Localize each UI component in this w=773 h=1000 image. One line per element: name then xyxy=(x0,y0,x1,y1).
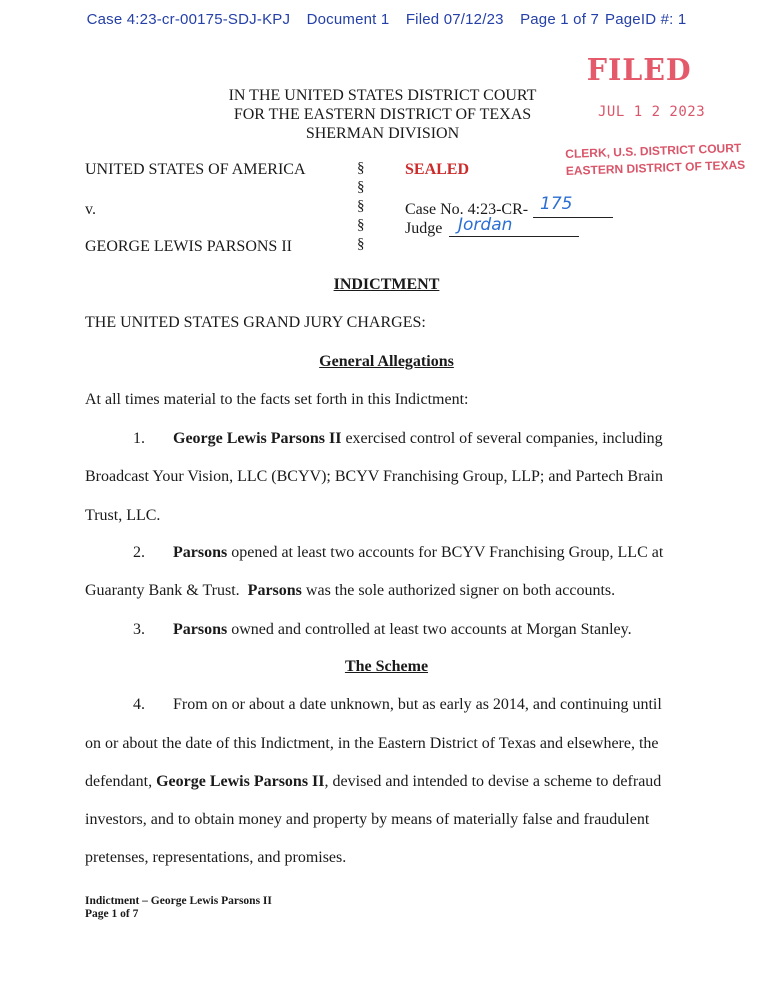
court-line-3: SHERMAN DIVISION xyxy=(305,125,460,142)
paragraph-4-line-3 xyxy=(85,773,685,791)
paragraph-1-line-1 xyxy=(85,430,685,448)
defendant-name: George Lewis Parsons II xyxy=(156,773,325,790)
court-heading xyxy=(200,86,565,143)
paragraph-4-line-5: pretenses, representations, and promises. xyxy=(85,849,347,866)
header-document: Document 1 xyxy=(306,11,390,28)
clerk-stamp-line-1: CLERK, U.S. DISTRICT COURT xyxy=(565,140,742,161)
paragraph-text: owned and controlled at least two accounts at Morgan Stanley. xyxy=(227,621,632,638)
clerk-stamp xyxy=(565,140,745,180)
paragraph-text: Guaranty Bank & Trust. xyxy=(85,582,248,599)
paragraph-text: defendant, xyxy=(85,773,157,790)
judge-underline xyxy=(449,236,579,237)
paragraph-2-line-1 xyxy=(85,544,685,562)
header-page: Page 1 of 7 xyxy=(520,11,599,28)
defendant-name: Parsons xyxy=(173,621,228,638)
court-line-1: IN THE UNITED STATES DISTRICT COURT xyxy=(228,87,537,104)
allegations-intro: At all times material to the facts set forth in this Indictment: xyxy=(85,391,469,408)
paragraph-text: exercised control of several companies, including xyxy=(341,430,663,447)
clerk-stamp-line-2: EASTERN DISTRICT OF TEXAS xyxy=(565,157,746,178)
filed-stamp: FILED xyxy=(586,53,692,88)
section-symbol: § xyxy=(357,236,365,252)
case-number-handwritten: 175 xyxy=(540,194,573,214)
section-symbol: § xyxy=(357,217,365,233)
header-filed-date: Filed 07/12/23 xyxy=(405,11,504,28)
caption-defendant: GEORGE LEWIS PARSONS II xyxy=(85,238,292,255)
paragraph-text: , devised and intended to devise a scheme to defraud xyxy=(324,773,662,790)
heading-general-allegations: General Allegations xyxy=(319,353,454,370)
filed-stamp-date: JUL 1 2 2023 xyxy=(598,104,706,120)
case-number-underline xyxy=(533,217,613,218)
paragraph-4-line-2: on or about the date of this Indictment, in the Eastern District of Texas and elsewhere, the xyxy=(85,735,659,752)
paragraph-number: 4. xyxy=(133,696,145,713)
caption-plaintiff: UNITED STATES OF AMERICA xyxy=(85,161,306,178)
paragraph-text: From on or about a date unknown, but as early as 2014, and continuing until xyxy=(173,696,662,713)
paragraph-number: 2. xyxy=(133,544,145,561)
heading-the-scheme: The Scheme xyxy=(344,658,429,675)
indictment-title: INDICTMENT xyxy=(333,276,440,293)
paragraph-2-line-2 xyxy=(85,582,685,600)
court-line-2: FOR THE EASTERN DISTRICT OF TEXAS xyxy=(233,106,532,123)
header-pageid: PageID #: 1 xyxy=(605,11,687,28)
judge-handwritten: Jordan xyxy=(458,215,513,235)
sealed-label: SEALED xyxy=(405,161,470,178)
paragraph-1-line-2: Broadcast Your Vision, LLC (BCYV); BCYV Franchising Group, LLP; and Partech Brain xyxy=(85,468,663,485)
defendant-name: Parsons xyxy=(173,544,228,561)
defendant-name: Parsons xyxy=(247,582,302,599)
ecf-header xyxy=(0,11,773,28)
section-symbol: § xyxy=(357,160,365,176)
footer-title: Indictment – George Lewis Parsons II xyxy=(85,895,272,907)
case-number-label: Case No. 4:23-CR- xyxy=(405,201,529,218)
paragraph-1-line-3: Trust, LLC. xyxy=(85,507,161,524)
caption-versus: v. xyxy=(85,201,96,218)
grand-jury-charges: THE UNITED STATES GRAND JURY CHARGES: xyxy=(85,314,426,331)
paragraph-text: was the sole authorized signer on both accounts. xyxy=(301,582,616,599)
paragraph-3-line-1 xyxy=(85,621,685,639)
paragraph-text: opened at least two accounts for BCYV Franchising Group, LLC at xyxy=(227,544,664,561)
paragraph-number: 3. xyxy=(133,621,145,638)
header-case-number: Case 4:23-cr-00175-SDJ-KPJ xyxy=(86,11,291,28)
paragraph-number: 1. xyxy=(133,430,145,447)
paragraph-4-line-1 xyxy=(85,696,685,714)
judge-label: Judge xyxy=(405,220,443,237)
footer-page: Page 1 of 7 xyxy=(85,908,139,920)
page-footer xyxy=(85,895,272,921)
defendant-name: George Lewis Parsons II xyxy=(173,430,342,447)
paragraph-4-line-4: investors, and to obtain money and property by means of materially false and fraudulent xyxy=(85,811,650,828)
section-symbol: § xyxy=(357,198,365,214)
section-symbol: § xyxy=(357,179,365,195)
